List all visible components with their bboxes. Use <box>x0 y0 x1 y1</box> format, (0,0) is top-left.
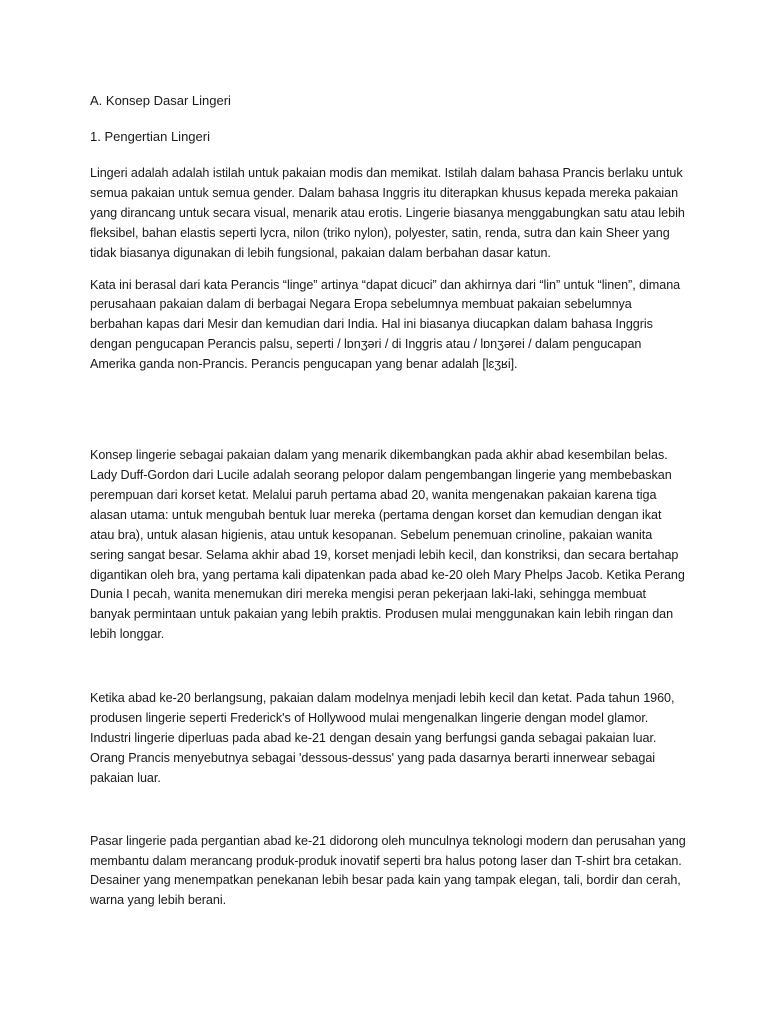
paragraph-21st-century: Pasar lingerie pada pergantian abad ke-21 didorong oleh munculnya teknologi modern dan perusahan yang membantu dalam merancang produk-produk inovatif seperti bra halus potong laser dan T-shirt bra cetakan. Desainer yang menempatkan penekanan lebih besar pada kain yang tampak elegan, tali, bordir dan cerah, warna yang lebih berani. <box>90 833 686 908</box>
section-heading: A. Konsep Dasar Lingeri <box>90 93 231 108</box>
paragraph-definition: Lingeri adalah adalah istilah untuk pakaian modis dan memikat. Istilah dalam bahasa Prancis berlaku untuk semua pakaian untuk semua gender. Dalam bahasa Inggris itu diterapkan khusus kepada mereka pakaian yang dirancang untuk secara visual, menarik atau erotis. Lingerie biasanya menggabungkan satu atau lebih fleksibel, bahan elastis seperti lycra, nilon (triko nylon), polyester, satin, renda, sutra dan kain Sheer yang tidak biasanya digunakan di lebih fungsional, pakaian dalam berbahan dasar katun. <box>90 166 685 260</box>
subsection-heading: 1. Pengertian Lingeri <box>90 129 210 144</box>
paragraph-history: Konsep lingerie sebagai pakaian dalam yang menarik dikembangkan pada akhir abad kesembilan belas. Lady Duff-Gordon dari Lucile adalah seorang pelopor dalam pengembangan lingerie yang membebaskan perempuan dari korset ketat. Melalui paruh pertama abad 20, wanita mengenakan pakaian karena tiga alasan utama: untuk mengubah bentuk luar mereka (pertama dengan korset dan kemudian dengan ikat atau bra), untuk alasan higienis, atau untuk kesopanan. Sebelum penemuan crinoline, pakaian wanita sering sangat besar. Selama akhir abad 19, korset menjadi lebih kecil, dan konstriksi, dan secara bertahap digantikan oleh bra, yang pertama kali dipatenkan pada abad ke-20 oleh Mary Phelps Jacob. Ketika Perang Dunia I pecah, wanita menemukan diri mereka mengisi peran pekerjaan laki-laki, sehingga membuat banyak permintaan untuk pakaian yang lebih praktis. Produsen mulai menggunakan kain lebih ringan dan lebih longgar. <box>90 448 685 642</box>
document-body <box>90 91 686 911</box>
paragraph-etymology: Kata ini berasal dari kata Perancis “linge” artinya “dapat dicuci” dan akhirnya dari “lin” untuk “linen”, dimana perusahaan pakaian dalam di berbagai Negara Eropa sebelumnya membuat pakaian sebelumnya berbahan kapas dari Mesir dan kemudian dari India. Hal ini biasanya diucapkan dalam bahasa Inggris dengan pengucapan Perancis palsu, seperti / lɒnʒəri / di Inggris atau / lɒnʒərei / dalam pengucapan Amerika ganda non-Prancis. Perancis pengucapan yang benar adalah [lɛʒʁi]. <box>90 277 681 372</box>
paragraph-20th-century: Ketika abad ke-20 berlangsung, pakaian dalam modelnya menjadi lebih kecil dan ketat. Pada tahun 1960, produsen lingerie seperti Frederick's of Hollywood mulai mengenalkan lingerie dengan model glamor. Industri lingerie diperluas pada abad ke-21 dengan desain yang berfungsi ganda sebagai pakaian luar. Orang Prancis menyebutnya sebagai 'dessous-dessus' yang pada dasarnya berarti innerwear sebagai pakaian luar. <box>90 691 675 785</box>
